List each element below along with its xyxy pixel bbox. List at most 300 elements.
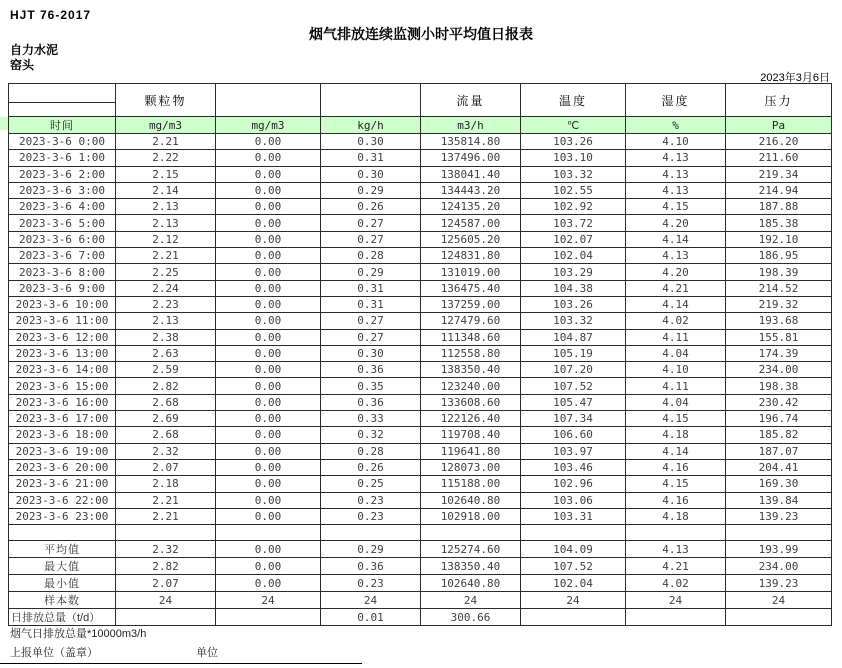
value-cell: 4.20 [626,215,726,231]
summary-value: 125274.60 [421,541,521,558]
value-cell: 192.10 [726,231,832,247]
time-cell: 2023-3-6 12:00 [9,329,116,345]
data-row [9,427,832,443]
value-cell: 103.32 [521,313,626,329]
value-cell: 0.35 [321,378,421,394]
summary-value: 300.66 [421,609,521,626]
data-row [9,345,832,361]
empty-cell [521,525,626,541]
value-cell: 2.21 [116,508,216,524]
value-cell: 187.07 [726,443,832,459]
data-row [9,443,832,459]
data-row [9,248,832,264]
data-row [9,329,832,345]
value-cell: 102.92 [521,199,626,215]
value-cell: 0.29 [321,182,421,198]
value-cell: 4.13 [626,182,726,198]
value-cell: 4.10 [626,362,726,378]
units-row [9,117,832,134]
summary-value [726,609,832,626]
value-cell: 0.32 [321,427,421,443]
value-cell: 4.15 [626,411,726,427]
time-cell: 2023-3-6 18:00 [9,427,116,443]
value-cell: 216.20 [726,134,832,150]
col-header-pressure: 压力 [726,84,832,117]
time-cell: 2023-3-6 2:00 [9,166,116,182]
value-cell: 4.15 [626,199,726,215]
value-cell: 2.21 [116,134,216,150]
value-cell: 102.96 [521,476,626,492]
value-cell: 2.69 [116,411,216,427]
summary-label: 样本数 [9,592,116,609]
value-cell: 0.00 [216,329,321,345]
value-cell: 103.97 [521,443,626,459]
time-cell: 2023-3-6 23:00 [9,508,116,524]
value-cell: 0.00 [216,231,321,247]
summary-value [216,609,321,626]
value-cell: 2.25 [116,264,216,280]
value-cell: 4.18 [626,427,726,443]
time-cell: 2023-3-6 15:00 [9,378,116,394]
summary-value: 234.00 [726,558,832,575]
value-cell: 138041.40 [421,166,521,182]
value-cell: 230.42 [726,394,832,410]
value-cell: 0.00 [216,264,321,280]
data-row [9,378,832,394]
summary-row [9,592,832,609]
time-cell: 2023-3-6 10:00 [9,296,116,312]
summary-label: 最小值 [9,575,116,592]
summary-value: 102.04 [521,575,626,592]
value-cell: 2.21 [116,492,216,508]
data-row [9,264,832,280]
data-row [9,134,832,150]
value-cell: 4.02 [626,313,726,329]
value-cell: 0.36 [321,394,421,410]
col-header-flow: 流量 [421,84,521,117]
data-row [9,459,832,475]
value-cell: 198.39 [726,264,832,280]
value-cell: 2.21 [116,248,216,264]
value-cell: 2.63 [116,345,216,361]
value-cell: 135814.80 [421,134,521,150]
value-cell: 4.14 [626,443,726,459]
value-cell: 133608.60 [421,394,521,410]
value-cell: 0.00 [216,215,321,231]
time-header: 时间 [9,117,116,134]
value-cell: 0.27 [321,231,421,247]
value-cell: 196.74 [726,411,832,427]
value-cell: 2.59 [116,362,216,378]
value-cell: 0.33 [321,411,421,427]
value-cell: 103.72 [521,215,626,231]
value-cell: 2.68 [116,427,216,443]
value-cell: 2.14 [116,182,216,198]
value-cell: 185.82 [726,427,832,443]
value-cell: 103.32 [521,166,626,182]
value-cell: 4.04 [626,345,726,361]
value-cell: 2.32 [116,443,216,459]
value-cell: 0.26 [321,459,421,475]
value-cell: 112558.80 [421,345,521,361]
empty-cell [9,525,116,541]
summary-value: 138350.40 [421,558,521,575]
time-cell: 2023-3-6 20:00 [9,459,116,475]
summary-value: 193.99 [726,541,832,558]
time-cell: 2023-3-6 13:00 [9,345,116,361]
value-cell: 214.52 [726,280,832,296]
time-cell: 2023-3-6 14:00 [9,362,116,378]
value-cell: 138350.40 [421,362,521,378]
data-row [9,199,832,215]
value-cell: 0.30 [321,345,421,361]
summary-value: 24 [421,592,521,609]
value-cell: 115188.00 [421,476,521,492]
summary-value: 24 [726,592,832,609]
value-cell: 0.27 [321,313,421,329]
value-cell: 219.34 [726,166,832,182]
value-cell: 4.11 [626,329,726,345]
value-cell: 0.27 [321,329,421,345]
header-row-top [9,84,832,103]
value-cell: 0.25 [321,476,421,492]
time-cell: 2023-3-6 4:00 [9,199,116,215]
summary-label: 最大值 [9,558,116,575]
time-cell: 2023-3-6 8:00 [9,264,116,280]
value-cell: 2.23 [116,296,216,312]
data-row [9,362,832,378]
value-cell: 4.18 [626,508,726,524]
value-cell: 139.84 [726,492,832,508]
value-cell: 103.26 [521,296,626,312]
time-cell: 2023-3-6 9:00 [9,280,116,296]
value-cell: 103.29 [521,264,626,280]
value-cell: 104.38 [521,280,626,296]
unit-particulate-mg: mg/m3 [116,117,216,134]
col-header-temperature: 温度 [521,84,626,117]
empty-cell [321,525,421,541]
summary-value: 0.23 [321,575,421,592]
value-cell: 2.68 [116,394,216,410]
value-cell: 174.39 [726,345,832,361]
value-cell: 0.00 [216,378,321,394]
value-cell: 0.00 [216,394,321,410]
value-cell: 0.27 [321,215,421,231]
value-cell: 123240.00 [421,378,521,394]
time-cell: 2023-3-6 6:00 [9,231,116,247]
value-cell: 0.00 [216,134,321,150]
value-cell: 124135.20 [421,199,521,215]
bottom-divider [0,663,362,664]
summary-row [9,575,832,592]
value-cell: 0.36 [321,362,421,378]
value-cell: 105.47 [521,394,626,410]
summary-value: 2.07 [116,575,216,592]
value-cell: 234.00 [726,362,832,378]
value-cell: 134443.20 [421,182,521,198]
value-cell: 0.00 [216,345,321,361]
value-cell: 0.00 [216,280,321,296]
value-cell: 214.94 [726,182,832,198]
value-cell: 0.31 [321,280,421,296]
col-header-particulate: 颗粒物 [116,84,216,117]
summary-label: 日排放总量（t/d） [9,609,116,626]
time-cell: 2023-3-6 7:00 [9,248,116,264]
time-cell: 2023-3-6 11:00 [9,313,116,329]
time-cell: 2023-3-6 17:00 [9,411,116,427]
value-cell: 102918.00 [421,508,521,524]
report-table [8,83,832,626]
summary-row [9,541,832,558]
value-cell: 122126.40 [421,411,521,427]
value-cell: 128073.00 [421,459,521,475]
summary-value: 104.09 [521,541,626,558]
signature-row [10,644,218,660]
value-cell: 137496.00 [421,150,521,166]
empty-cell [216,525,321,541]
summary-value: 24 [321,592,421,609]
value-cell: 0.00 [216,182,321,198]
summary-value [626,609,726,626]
report-title: 烟气排放连续监测小时平均值日报表 [309,26,533,42]
time-cell: 2023-3-6 16:00 [9,394,116,410]
value-cell: 139.23 [726,508,832,524]
value-cell: 4.14 [626,296,726,312]
value-cell: 4.04 [626,394,726,410]
empty-cell [116,525,216,541]
standard-code: HJT 76-2017 [10,8,92,22]
value-cell: 0.00 [216,427,321,443]
value-cell: 119708.40 [421,427,521,443]
unit-humidity: % [626,117,726,134]
time-cell: 2023-3-6 1:00 [9,150,116,166]
value-cell: 107.34 [521,411,626,427]
value-cell: 102.04 [521,248,626,264]
value-cell: 2.13 [116,199,216,215]
summary-value: 4.21 [626,558,726,575]
value-cell: 124587.00 [421,215,521,231]
summary-row [9,558,832,575]
unit-mg: mg/m3 [216,117,321,134]
summary-value: 0.29 [321,541,421,558]
value-cell: 0.28 [321,248,421,264]
summary-row [9,609,832,626]
col-header-empty-1 [216,84,321,117]
value-cell: 0.28 [321,443,421,459]
value-cell: 0.00 [216,492,321,508]
value-cell: 0.00 [216,248,321,264]
data-row [9,231,832,247]
value-cell: 137259.00 [421,296,521,312]
summary-value: 4.02 [626,575,726,592]
value-cell: 102.55 [521,182,626,198]
value-cell: 119641.80 [421,443,521,459]
company-name: 自力水泥 [10,43,59,57]
value-cell: 0.00 [216,508,321,524]
blank-row [9,525,832,541]
unit-label: 单位 [196,647,219,659]
summary-value: 2.82 [116,558,216,575]
data-row [9,313,832,329]
value-cell: 4.13 [626,166,726,182]
value-cell: 105.19 [521,345,626,361]
value-cell: 155.81 [726,329,832,345]
value-cell: 2.22 [116,150,216,166]
value-cell: 4.21 [626,280,726,296]
value-cell: 0.00 [216,459,321,475]
value-cell: 0.23 [321,492,421,508]
time-cell: 2023-3-6 19:00 [9,443,116,459]
data-row [9,182,832,198]
time-cell: 2023-3-6 3:00 [9,182,116,198]
value-cell: 4.14 [626,231,726,247]
value-cell: 2.15 [116,166,216,182]
value-cell: 0.31 [321,150,421,166]
value-cell: 4.16 [626,492,726,508]
value-cell: 0.26 [321,199,421,215]
summary-value: 102640.80 [421,575,521,592]
empty-cell [726,525,832,541]
value-cell: 4.11 [626,378,726,394]
value-cell: 2.13 [116,313,216,329]
summary-value [521,609,626,626]
value-cell: 186.95 [726,248,832,264]
value-cell: 107.52 [521,378,626,394]
summary-value: 0.01 [321,609,421,626]
empty-cell [421,525,521,541]
value-cell: 2.12 [116,231,216,247]
value-cell: 4.20 [626,264,726,280]
time-cell: 2023-3-6 21:00 [9,476,116,492]
value-cell: 185.38 [726,215,832,231]
value-cell: 0.00 [216,313,321,329]
col-header-humidity: 湿度 [626,84,726,117]
value-cell: 0.23 [321,508,421,524]
summary-value: 0.00 [216,541,321,558]
summary-value: 0.36 [321,558,421,575]
data-row [9,476,832,492]
flue-gas-total-note: 烟气日排放总量*10000m3/h [10,628,147,640]
value-cell: 103.26 [521,134,626,150]
summary-value: 24 [116,592,216,609]
value-cell: 107.20 [521,362,626,378]
value-cell: 4.13 [626,248,726,264]
value-cell: 4.10 [626,134,726,150]
unit-kgh: kg/h [321,117,421,134]
value-cell: 0.00 [216,199,321,215]
summary-value: 24 [216,592,321,609]
value-cell: 104.87 [521,329,626,345]
unit-flow: m3/h [421,117,521,134]
value-cell: 124831.80 [421,248,521,264]
value-cell: 204.41 [726,459,832,475]
value-cell: 0.00 [216,296,321,312]
value-cell: 2.82 [116,378,216,394]
value-cell: 0.30 [321,134,421,150]
value-cell: 211.60 [726,150,832,166]
value-cell: 193.68 [726,313,832,329]
value-cell: 103.31 [521,508,626,524]
summary-value: 4.13 [626,541,726,558]
value-cell: 169.30 [726,476,832,492]
summary-label: 平均值 [9,541,116,558]
data-row [9,394,832,410]
value-cell: 4.15 [626,476,726,492]
value-cell: 0.00 [216,476,321,492]
value-cell: 2.13 [116,215,216,231]
col-header-empty-2 [321,84,421,117]
time-col-header-top [9,84,116,103]
summary-value: 24 [521,592,626,609]
report-date: 2023年3月6日 [760,72,830,84]
value-cell: 111348.60 [421,329,521,345]
time-cell: 2023-3-6 22:00 [9,492,116,508]
value-cell: 0.00 [216,362,321,378]
value-cell: 0.00 [216,166,321,182]
value-cell: 0.00 [216,150,321,166]
value-cell: 106.60 [521,427,626,443]
time-cell: 2023-3-6 5:00 [9,215,116,231]
summary-value: 24 [626,592,726,609]
summary-value: 139.23 [726,575,832,592]
value-cell: 219.32 [726,296,832,312]
data-row [9,411,832,427]
value-cell: 0.31 [321,296,421,312]
value-cell: 103.06 [521,492,626,508]
value-cell: 103.10 [521,150,626,166]
value-cell: 4.16 [626,459,726,475]
unit-temperature: ℃ [521,117,626,134]
value-cell: 198.38 [726,378,832,394]
monitor-point-name: 窑头 [10,58,35,72]
data-row [9,492,832,508]
value-cell: 125605.20 [421,231,521,247]
value-cell: 4.13 [626,150,726,166]
value-cell: 131019.00 [421,264,521,280]
data-row [9,215,832,231]
report-unit-label: 上报单位（盖章） [10,647,98,659]
summary-value [116,609,216,626]
summary-value: 0.00 [216,558,321,575]
data-row [9,296,832,312]
data-row [9,280,832,296]
summary-value: 107.52 [521,558,626,575]
value-cell: 0.00 [216,411,321,427]
value-cell: 0.30 [321,166,421,182]
value-cell: 2.07 [116,459,216,475]
value-cell: 103.46 [521,459,626,475]
value-cell: 102640.80 [421,492,521,508]
data-row [9,508,832,524]
time-cell: 2023-3-6 0:00 [9,134,116,150]
empty-cell [626,525,726,541]
unit-pressure: Pa [726,117,832,134]
summary-value: 0.00 [216,575,321,592]
value-cell: 2.18 [116,476,216,492]
data-row [9,150,832,166]
data-row [9,166,832,182]
value-cell: 0.29 [321,264,421,280]
value-cell: 136475.40 [421,280,521,296]
summary-value: 2.32 [116,541,216,558]
value-cell: 127479.60 [421,313,521,329]
value-cell: 102.07 [521,231,626,247]
value-cell: 2.24 [116,280,216,296]
value-cell: 2.38 [116,329,216,345]
time-col-header-bottom [9,103,116,117]
value-cell: 0.00 [216,443,321,459]
value-cell: 187.88 [726,199,832,215]
